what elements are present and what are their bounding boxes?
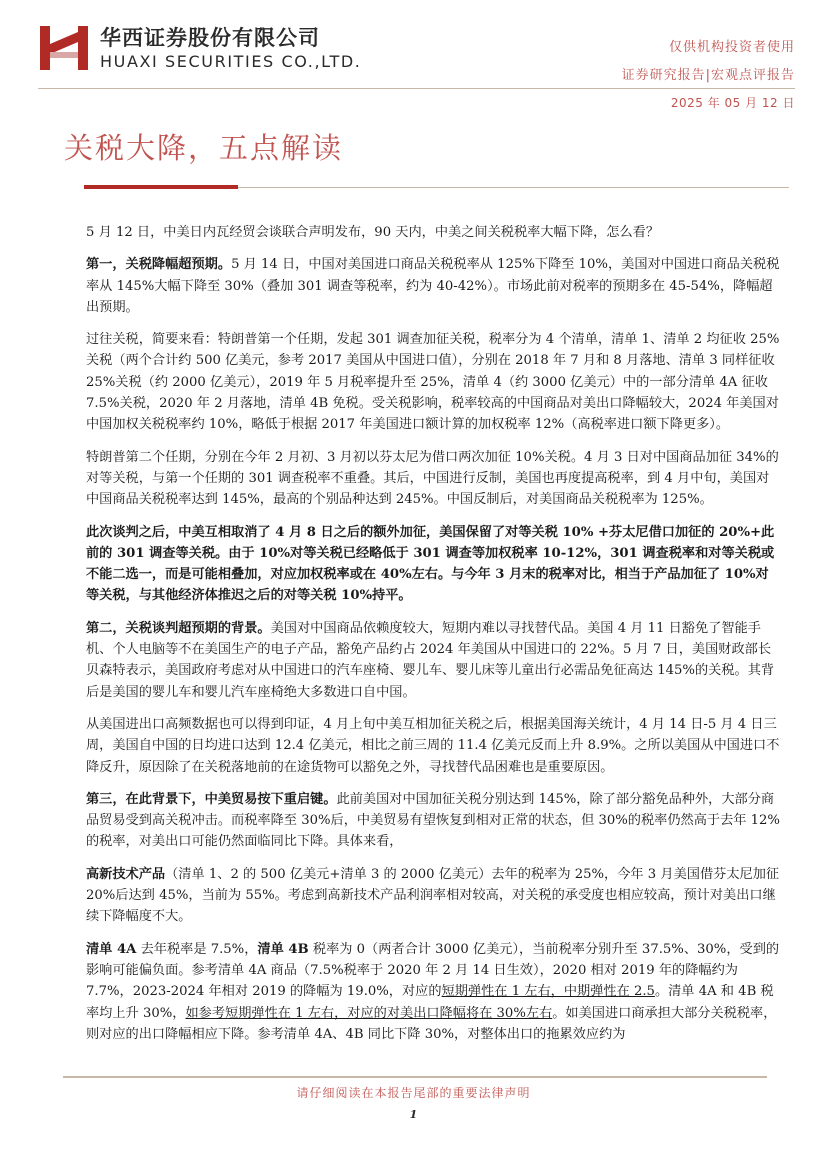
list-4a-label: 清单 4A xyxy=(86,941,137,957)
paragraph-point-1 xyxy=(86,254,780,318)
high-tech-text: （清单 1、2 的 500 亿美元+清单 3 的 2000 亿美元）去年的税率为 25%，今年 3 月美国借芬太尼加征 20%后达到 45%，当前为 55%。考虑到高新技术产品利润率相对较高，对关税的承受度也相应较高，预计对美出口继续下降幅度不大。 xyxy=(86,866,780,925)
report-type: 证券研究报告|宏观点评报告 xyxy=(621,68,795,83)
footer-divider xyxy=(63,1076,767,1078)
point-3-heading: 第三，在此背景下，中美贸易按下重启键。 xyxy=(86,791,337,807)
list-4-text-d: 。如美国进口商承担大部分关税税率，则对应的出口降幅相应下降。参考清单 4A、4B 同比下降 30%，对整体出口的拖累效应约为 xyxy=(86,1005,777,1042)
page-title: 关税大降，五点解读 xyxy=(64,131,344,165)
paragraph-point-3 xyxy=(86,789,780,853)
point-3-text: 此前美国对中国加征关税分别达到 145%，除了部分豁免品种外，大部分商品贸易受到高关税冲击。而税率降至 30%后，中美贸易有望恢复到相对正常的状态，但 30%的税率仍然高于去年 12%的税率，对美出口可能仍然面临同比下降。具体来看， xyxy=(86,791,780,850)
audience-note: 仅供机构投资者使用 xyxy=(668,40,795,55)
high-tech-heading: 高新技术产品 xyxy=(86,866,166,882)
export-decline-note: 如参考短期弹性在 1 左右，对应的对美出口降幅将在 30%左右 xyxy=(185,1005,553,1021)
legal-disclaimer: 请仔细阅读在本报告尾部的重要法律声明 xyxy=(296,1086,531,1100)
point-2-heading: 第二，关税谈判超预期的背景。 xyxy=(86,620,271,636)
paragraph-intro: 5 月 12 日，中美日内瓦经贸会谈联合声明发布，90 天内，中美之间关税税率大幅下降，怎么看？ xyxy=(86,225,660,240)
paragraph-point-2 xyxy=(86,618,780,703)
report-date: 2025 年 05 月 12 日 xyxy=(670,96,795,110)
company-name-en: HUAXI SECURITIES CO.,LTD. xyxy=(100,52,362,71)
title-underline-accent xyxy=(84,185,238,189)
paragraph-list-4 xyxy=(86,939,780,1045)
list-4b-text: 税率为 0（两者合计 3000 亿美元），当前税率分别升至 37.5%、30%，受到的影响可能偏负面。参考清单 4A 商品（7.5%税率于 2020 年 2 月 14 日生效），2020 相对 2019 年的降幅约为 7.7%，2023-2024 年相对 2019 的降幅为 19.0%，对应的 xyxy=(86,941,780,1000)
report-header xyxy=(0,0,827,120)
point-2-text: 美国对中国商品依赖度较大，短期内难以寻找替代品。美国 4 月 11 日豁免了智能手机、个人电脑等不在美国生产的电子产品，豁免产品约占 2024 年美国从中国进口的 22%。5 月 7 日，美国财政部长贝森特表示，美国政府考虑对从中国进口的汽车座椅、婴儿车、婴儿床等儿童出行必需品免征高达 145%的关税。其背后是美国的婴儿车和婴儿汽车座椅绝大多数进口自中国。 xyxy=(86,620,775,700)
company-name-cn: 华西证券股份有限公司 xyxy=(100,26,320,50)
title-underline-rule xyxy=(238,187,789,188)
list-4b-label: 清单 4B xyxy=(257,941,309,957)
huaxi-logo-icon xyxy=(38,22,90,74)
paragraph-history-1: 过往关税，简要来看：特朗普第一个任期，发起 301 调查加征关税，税率分为 4 个清单，清单 1、清单 2 均征收 25%关税（两个合计约 500 亿美元，参考 2017 美国从中国进口值），分别在 2018 年 7 月和 8 月落地、清单 3 同样征收 25%关税（约 2000 亿美元），2019 年 5 月税率提升至 25%，清单 4（约 3000 亿美元）中的一部分清单 4A 征收 7.5%关税，2020 年 2 月落地，清单 4B 免税。受关税影响，税率较高的中国商品对美出口降幅较大，2024 年美国对中国加权关税税率约 10%，略低于根据 2017 年美国进口额计算的加权税率 12%（高税率进口额下降更多）。 xyxy=(86,332,780,433)
point-1-text: 5 月 14 日，中国对美国进口商品关税税率从 125%下降至 10%，美国对中国进口商品关税税率从 145%大幅下降至 30%（叠加 301 调查等税率，约为 40-42%）。市场此前对税率的预期多在 45-54%，降幅超出预期。 xyxy=(86,257,780,315)
report-body xyxy=(86,222,780,1056)
header-divider xyxy=(38,88,795,89)
list-4-text-c: 。清单 4A 和 4B 税率均上升 30%， xyxy=(86,984,774,1021)
paragraph-high-tech xyxy=(86,864,780,928)
elasticity-note: 短期弹性在 1 左右，中期弹性在 2.5 xyxy=(441,984,655,1000)
paragraph-negotiation-result: 此次谈判之后，中美互相取消了 4 月 8 日之后的额外加征，美国保留了对等关税 10% +芬太尼借口加征的 20%+此前的 301 调查等关税。由于 10%对等关税已经略低于 301 调查等加权税率 10-12%，301 调查税率和对等关税或不能二选一，而是可能相叠加，对应加权税率或在 40%左右。与今年 3 月末的税率对比，相当于产品加征了 10%对等关税，与其他经济体推迟之后的对等关税 10%持平。 xyxy=(86,524,775,604)
point-1-heading: 第一，关税降幅超预期。 xyxy=(86,257,232,273)
page-number: 1 xyxy=(409,1108,418,1121)
paragraph-history-2: 特朗普第二个任期，分别在今年 2 月初、3 月初以芬太尼为借口两次加征 10%关税。4 月 3 日对中国商品加征 34%的对等关税，与第一个任期的 301 调查税率不重叠。其后，中国进行反制，美国也再度提高税率，到 4 月中旬，美国对中国商品关税税率达到 145%，最高的个别品种达到 245%。中国反制后，对美国商品关税税率为 125%。 xyxy=(86,449,779,508)
paragraph-trade-data: 从美国进出口高频数据也可以得到印证，4 月上旬中美互相加征关税之后，根据美国海关统计，4 月 14 日-5 月 4 日三周，美国自中国的日均进口达到 12.4 亿美元，相比之前三周的 11.4 亿美元反而上升 8.9%。之所以美国从中国进口不降反升，原因除了在关税落地前的在途货物可以豁免之外，寻找替代品困难也是重要原因。 xyxy=(86,716,780,775)
list-4a-text: 去年税率是 7.5%， xyxy=(136,941,258,957)
